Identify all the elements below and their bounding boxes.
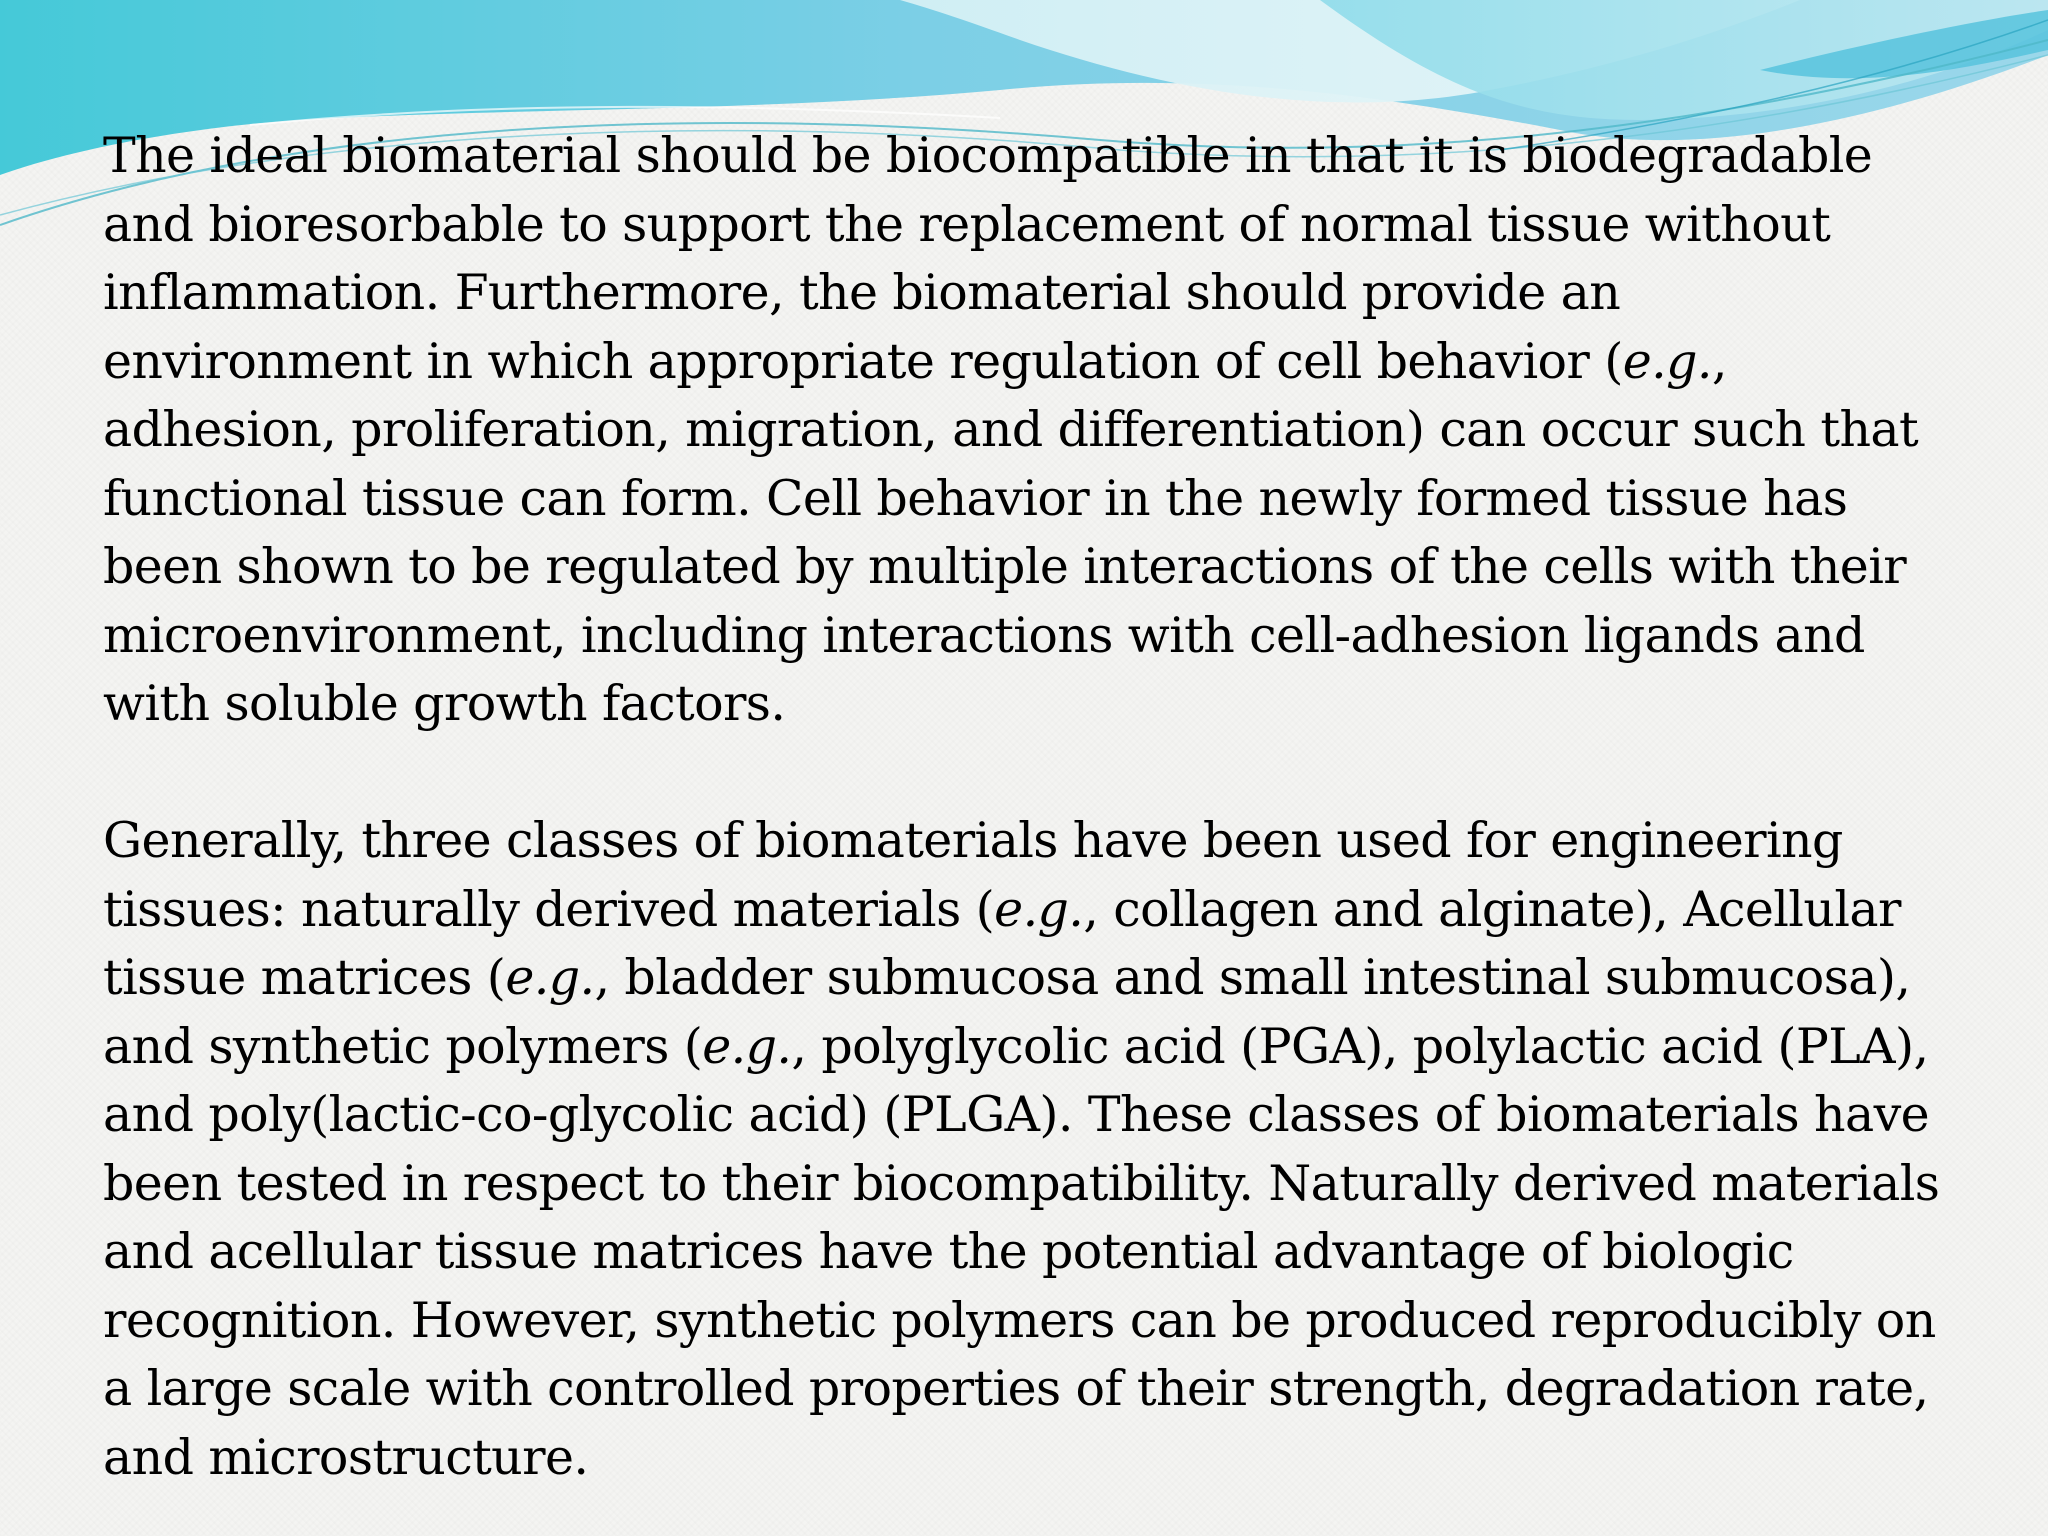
paragraph-three-classes [103, 807, 2003, 1492]
text-segment: Generally, three classes of biomaterials have been used for engineering tissues: naturally derived materials ( [103, 812, 1843, 938]
text-segment: , bladder submucosa and small intestinal submucosa), and synthetic polymers ( [103, 949, 1911, 1075]
text-segment: The ideal biomaterial should be biocompatible in that it is biodegradable and bioresorbable to support the replacement of normal tissue without inflammation. Furthermore, the biomaterial should provide an environment in which appropriate regulation of cell behavior ( [103, 127, 1873, 390]
text-segment: , collagen and alginate), Acellular tissue matrices ( [103, 880, 1901, 1006]
text-segment: , adhesion, proliferation, migration, and differentiation) can occur such that functional tissue can form. Cell behavior in the newly formed tissue has been shown to be regulated by multiple interactions of the cells with their microenvironment, including interactions with cell-adhesion ligands and with soluble growth factors. [103, 332, 1919, 732]
paragraph-gap [103, 739, 2003, 808]
text-segment: , polyglycolic acid (PGA), polylactic acid (PLA), and poly(lactic-co-glycolic acid) (PLGA). These classes of biomaterials have been tested in respect to their biocompatibility. Naturally derived materials and acellular tissue matrices have the potential advantage of biologic recognition. However, synthetic polymers can be produced reproducibly on a large scale with controlled properties of their strength, degradation rate, and microstructure. [103, 1017, 1940, 1486]
italic-eg: e.g. [1622, 332, 1712, 390]
paragraph-ideal-biomaterial [103, 122, 2003, 739]
italic-eg: e.g. [994, 880, 1084, 938]
italic-eg: e.g. [702, 1017, 792, 1075]
slide-body [103, 122, 2003, 1492]
italic-eg: e.g. [505, 949, 595, 1006]
